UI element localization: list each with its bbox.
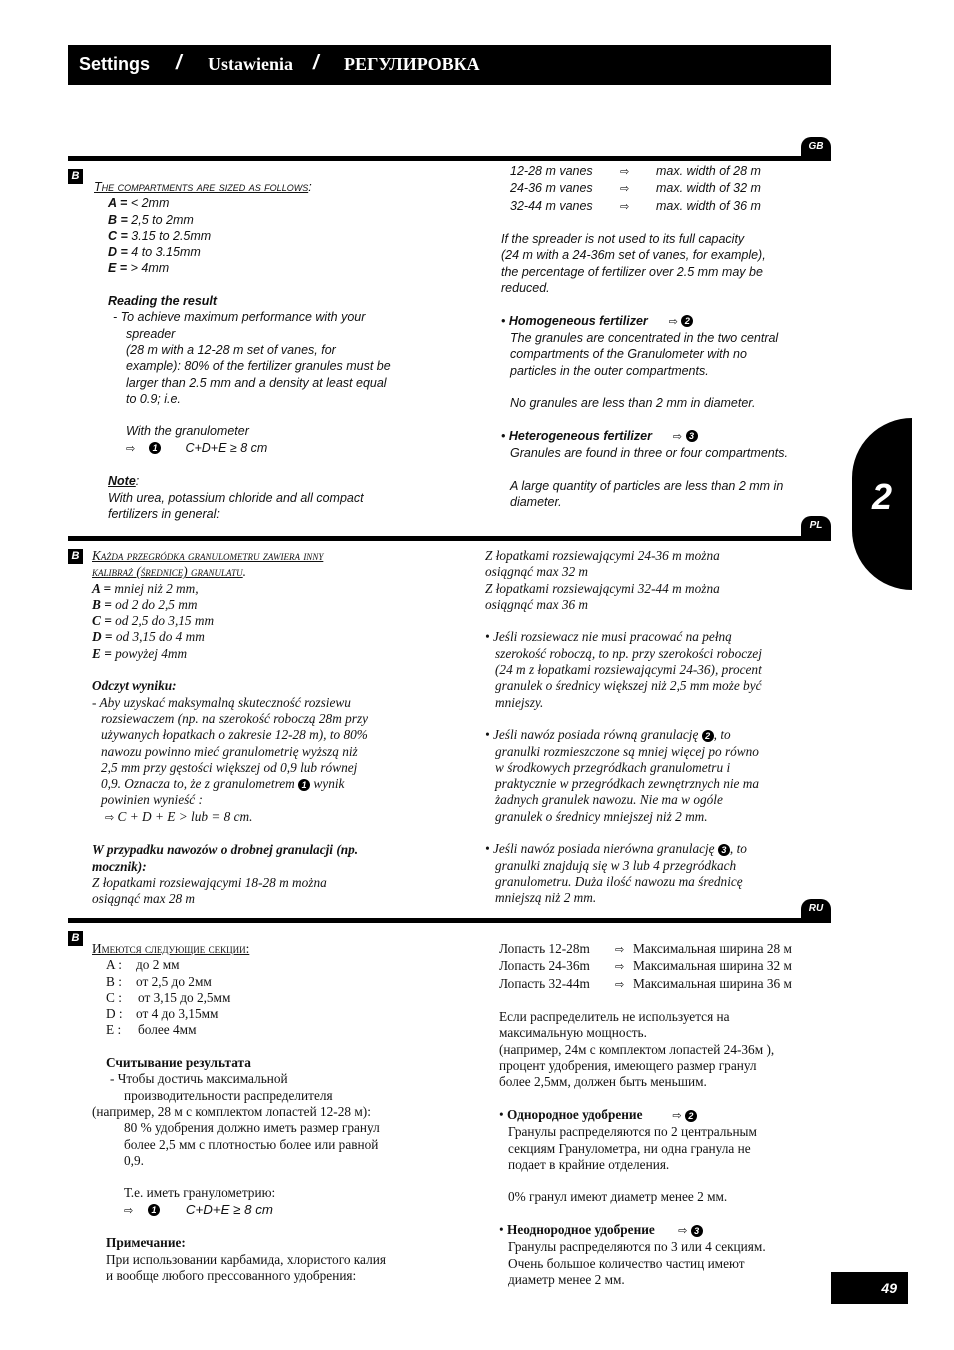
figure-b-badge: B: [68, 931, 83, 946]
pl-small-title: W przypadku nawozów o drobnej granulacji (np.: [92, 842, 359, 858]
ru-note-title: Примечание:: [106, 1235, 186, 1251]
title-separator: /: [313, 52, 319, 74]
circle-one-icon: 1: [149, 442, 161, 454]
lang-badge-gb: GB: [801, 137, 831, 157]
section-rule: [68, 918, 831, 923]
ru-reading-title: Считывание результата: [106, 1055, 251, 1071]
ru-hetero-title: Неоднородное удобрение: [506, 1222, 655, 1238]
page-header: [68, 45, 831, 85]
ru-right-column: Лопасть 12-28m ⇨ Максимальная ширина 28 м Лопасть 24-36m ⇨ Максимальная ширина 32 м Лопасть 32-44m ⇨ Максимальная ширина 36 м Если распределитель не используется на максимальную мощность. (например, 24м с комплектом лопастей 24-36м ), процент удобрения, имеющего размер гранул более 2,5мм, должен быть меньшим. • Однородное удобрение ⇨ 2 Гранулы распределяются по 2 центральным секциям Гранулометра, ни одна гранула не подает в крайние отделения. 0% гранул имеют диаметр менее 2 мм. • Неоднородное удобрение ⇨ 3 Гранулы распределяются по 3 или 4 секциям. Очень большое количество частиц имеют диаметр менее 2 мм.: [499, 941, 792, 1287]
gb-right-column: 12-28 m vanes ⇨ max. width of 28 m 24-36 m vanes ⇨ max. width of 32 m 32-44 m vanes ⇨ max. width of 36 m If the spreader is not used to its full capacity (24 m with a 24-36m set of vanes, for example), the percentage of fertilizer over 2.5 mm may be reduced. • Homogeneous fertilizer ⇨ 2 The granules are concentrated in the two central compartments of the Granulometer with no particles in the outer compartments. No granules are less than 2 mm in diameter. • Heterogeneous fertilizer ⇨ 3 Granules are found in three or four compartments. A large quantity of particles are less than 2 mm in diameter.: [501, 164, 788, 509]
circle-three-icon: 3: [686, 430, 698, 442]
section-tab-number: 2: [872, 476, 893, 517]
figure-b-badge: B: [68, 169, 83, 184]
ru-heading: Имеются следующие секции:: [92, 941, 250, 956]
title-pl: Ustawienia: [208, 54, 293, 74]
pl-left-column: Każda przegródka granulometru zawiera inny kalibraż (średnicę) granulatu. A = mniej niż 2 mm, B = od 2 do 2,5 mm C = od 2,5 do 3,15 mm D = od 3,15 do 4 mm E = powyżej 4mm Odczyt wyniku: - Aby uzyskać maksymalną skuteczność rozsiewu rozsiewaczem (np. na szerokość roboczą 28m przy używanych łopatkach o zakresie 12-28 m), to 80% nawozu powinno mieć granulometrię wyższą niż 2,5 mm przy gęstości większej od 0,9 lub równej 0,9. Oznacza to, że z granulometrem 1 wynik powinien wynieść : ⇨ C + D + E > lub = 8 cm. W przypadku nawozów o drobnej granulacji (np. mocznik): Z łopatkami rozsiewającymi 18-28 m można osiągnąć max 28 m: [92, 548, 369, 907]
gb-note-title: Note: [108, 474, 136, 489]
section-rule: [68, 156, 831, 161]
title-ru: РЕГУЛИРОВКА: [344, 54, 480, 74]
pl-right-column: Z łopatkami rozsiewającymi 24-36 m można osiągnąć max 32 m Z łopatkami rozsiewającymi 32-44 m można osiągnąć max 36 m • Jeśli rozsiewacz nie musi pracować na pełną szerokość roboczą, to np. przy szerokości roboczej (24 m z łopatkami rozsiewającymi 24-36), procent granulek o średnicy większej niż 2,5 mm może być mniejszy. • Jeśli nawóz posiada równą granulację 2 , to granulki rozmieszczone są mniej więcej po równo w środkowych przegródkach granulometru i praktycznie w przegródkach zewnętrznych nie ma żadnych granulek nawozu. Nie ma w ogóle granulek o średnicy mniejszej niż 2 mm. • Jeśli nawóz posiada nierówna granulację 3 , to granulki znajdują się w 3 lub 4 przegródkach granulometru. Duża ilość nawozu ma średnicę mniejszą niż 2 mm.: [485, 548, 762, 906]
ru-left-column: Имеются следующие секции: A : до 2 мм B : от 2,5 до 2мм C : от 3,15 до 2,5мм D : от 4 до 3,15мм E : более 4мм Считывание результата - Чтобы достичь максимальной производительности распределителя (например, 28 м с комплектом лопастей 12-28 м): 80 % удобрения должно иметь размер гранул более 2,5 мм с плотностью более или равной 0,9. Т.е. иметь гранулометрию: ⇨ 1 C+D+E ≥ 8 cm Примечание: При использовании карбамида, хлористого калия и вообще любого прессованного удобрения:: [92, 941, 386, 1283]
lang-badge-ru: RU: [801, 899, 831, 919]
circle-two-icon: 2: [702, 730, 714, 742]
ru-homog-title: Однородное удобрение: [506, 1106, 643, 1122]
figure-b-badge: B: [68, 549, 83, 564]
circle-two-icon: 2: [685, 1110, 697, 1122]
circle-one-icon: 1: [148, 1204, 160, 1216]
circle-one-icon: 1: [298, 779, 310, 791]
pl-heading: Każda przegródka granulometru zawiera inny: [92, 548, 324, 563]
circle-three-icon: 3: [691, 1225, 703, 1237]
section-rule: [68, 536, 831, 541]
gb-hetero-title: Heterogeneous fertilizer: [508, 428, 652, 443]
circle-three-icon: 3: [718, 844, 730, 856]
pl-reading-title: Odczyt wyniku:: [92, 678, 177, 694]
title-en: Settings: [79, 54, 151, 74]
lang-badge-pl: PL: [801, 516, 831, 536]
gb-heading: The compartments are sized as follows: [94, 180, 309, 194]
gb-left-column: The compartments are sized as follows: A = < 2mm B = 2,5 to 2mm C = 3.15 to 2.5mm D = 4 to 3.15mm E = > 4mm Reading the result - To achieve maximum performance with your spreader (28 m with a 12-28 m set of vanes, for example): 80% of the fertilizer granules must be larger than 2.5 mm and a density at least equal to 0.9; i.e. With the granulometer ⇨ 1 C+D+E ≥ 8 cm Note: With urea, potassium chloride and all compact fertilizers in general:: [94, 180, 391, 521]
gb-reading-title: Reading the result: [108, 294, 218, 309]
page-number: 49: [831, 1272, 908, 1304]
title-separator: /: [176, 52, 182, 74]
circle-two-icon: 2: [681, 315, 693, 327]
arrow-icon: ⇨: [126, 441, 136, 455]
gb-homog-title: Homogeneous fertilizer: [508, 313, 648, 328]
